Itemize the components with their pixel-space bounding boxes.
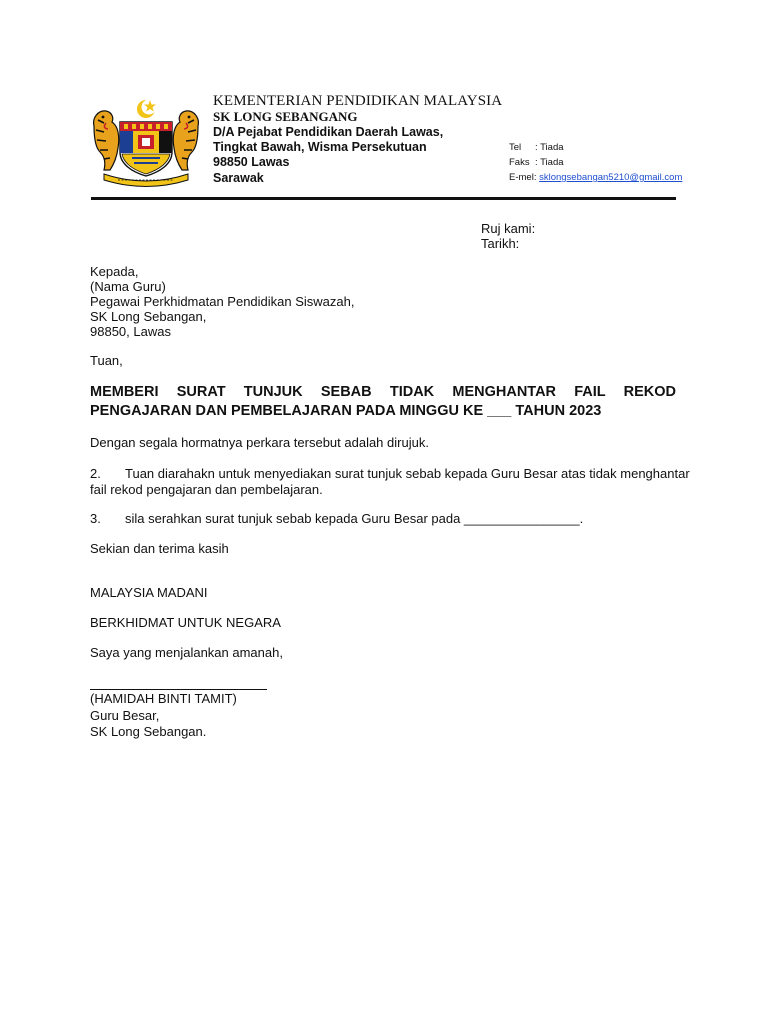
recipient-line-2: (Nama Guru) (90, 279, 166, 294)
address-line-3: 98850 Lawas (213, 155, 290, 169)
tel-label: Tel (509, 142, 522, 153)
recipient-line-3: Pegawai Perkhidmatan Pendidikan Siswazah, (90, 294, 355, 309)
subject-line-2: PENGAJARAN DAN PEMBELAJARAN PADA MINGGU KE ___ TAHUN 2023 (90, 403, 602, 419)
ruj-kami-label: Ruj kami: (481, 221, 536, 236)
subject-line-1: MEMBERI SURAT TUNJUK SEBAB TIDAK MENGHANTAR FAIL REKOD (90, 384, 676, 400)
address-line-1: D/A Pejabat Pendidikan Daerah Lawas, (213, 125, 444, 139)
paragraph-intro: Dengan segala hormatnya perkara tersebut adalah dirujuk. (90, 435, 429, 450)
address-line-2: Tingkat Bawah, Wisma Persekutuan (213, 140, 427, 154)
recipient-line-5: 98850, Lawas (90, 324, 171, 339)
motto-berkhidmat: BERKHIDMAT UNTUK NEGARA (90, 615, 281, 630)
paragraph-3-number: 3. (90, 511, 101, 526)
address-line-4: Sarawak (213, 171, 264, 185)
paragraph-3-text: sila serahkan surat tunjuk sebab kepada Guru Besar pada ________________. (125, 511, 584, 526)
paragraph-2-line-2: fail rekod pengajaran dan pembelajaran. (90, 482, 323, 497)
contact-fax (509, 157, 564, 169)
paragraph-2-line-1 (90, 466, 690, 482)
email-separator: : (533, 172, 537, 183)
amanah-line: Saya yang menjalankan amanah, (90, 645, 283, 660)
ministry-name: KEMENTERIAN PENDIDIKAN MALAYSIA (213, 93, 503, 109)
malaysia-coat-of-arms-icon (88, 96, 204, 188)
contact-tel (509, 142, 564, 154)
paragraph-2-number: 2. (90, 466, 101, 481)
paragraph-2-text: Tuan diarahakn untuk menyediakan surat tunjuk sebab kepada Guru Besar atas tidak menghantar (125, 466, 690, 481)
school-name: SK LONG SEBANGANG (213, 109, 358, 124)
tel-value: : Tiada (535, 142, 564, 153)
motto-malaysia-madani: MALAYSIA MADANI (90, 585, 208, 600)
salutation: Tuan, (90, 353, 123, 368)
fax-label: Faks (509, 157, 530, 168)
contact-email (509, 172, 682, 184)
signatory-title: Guru Besar, (90, 708, 160, 723)
signature-line (90, 689, 267, 690)
signatory-name: (HAMIDAH BINTI TAMIT) (90, 691, 237, 706)
letterhead-divider (91, 197, 676, 200)
letter-subject (90, 383, 676, 421)
paragraph-3 (90, 511, 583, 527)
signatory-school: SK Long Sebangan. (90, 724, 207, 739)
recipient-line-1: Kepada, (90, 264, 139, 279)
closing-line: Sekian dan terima kasih (90, 541, 229, 556)
fax-value: : Tiada (535, 157, 564, 168)
email-link[interactable]: sklongsebangan5210@gmail.com (539, 172, 683, 183)
recipient-line-4: SK Long Sebangan, (90, 309, 207, 324)
tarikh-label: Tarikh: (481, 236, 520, 251)
email-label: E-mel (509, 172, 534, 183)
